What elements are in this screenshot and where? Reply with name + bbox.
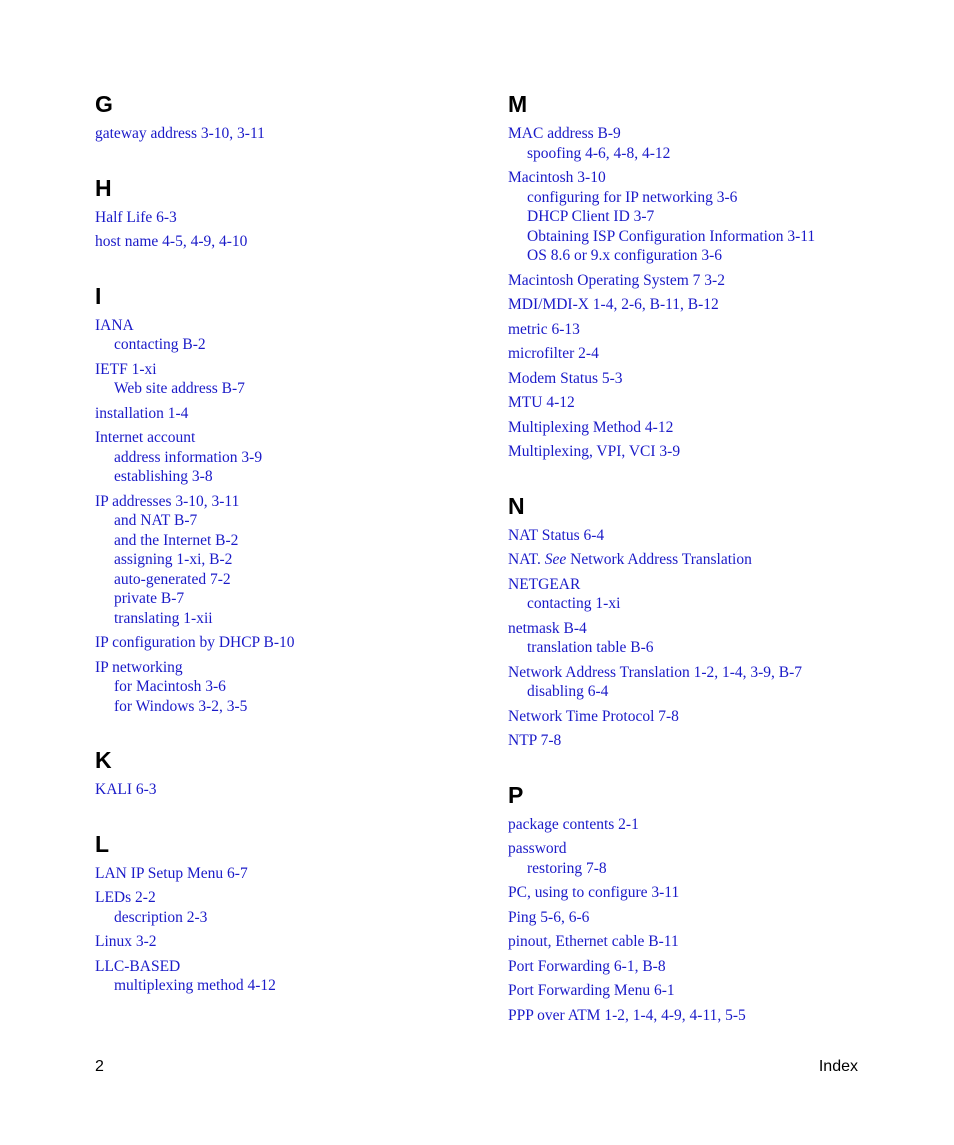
index-entry [95, 492, 485, 629]
index-entry [508, 815, 928, 835]
index-entry-link[interactable] [508, 575, 928, 595]
index-entry-link[interactable] [508, 550, 928, 570]
index-section [95, 746, 485, 800]
entry-term: LLC-BASED [95, 957, 181, 975]
index-entry-link[interactable] [508, 957, 928, 977]
index-section [95, 282, 485, 717]
index-entry-link[interactable] [95, 428, 485, 448]
index-entry-link[interactable] [508, 418, 928, 438]
index-entry [508, 344, 928, 364]
index-entry [508, 168, 928, 266]
index-subentry-link[interactable]: translation table B-6 [527, 639, 654, 656]
entry-term: NAT Status 6-4 [508, 526, 605, 544]
index-section [508, 781, 928, 1026]
entry-term: gateway address 3-10, 3-11 [95, 125, 265, 142]
index-subentry-link[interactable]: Web site address B-7 [114, 380, 245, 397]
index-entry-link[interactable] [508, 883, 928, 903]
index-entry [95, 888, 485, 927]
index-entry [95, 232, 485, 252]
index-subentry-link[interactable]: establishing 3-8 [114, 468, 213, 485]
index-subentry-link[interactable]: multiplexing method 4-12 [114, 977, 276, 994]
index-entry-link[interactable] [95, 232, 485, 252]
index-subentry-link[interactable]: DHCP Client ID 3-7 [527, 208, 655, 225]
entry-term: Port Forwarding 6-1, B-8 [508, 957, 666, 975]
index-entry-link[interactable] [508, 1006, 928, 1026]
entry-term: Network Time Protocol 7-8 [508, 707, 679, 725]
entry-term: Port Forwarding Menu 6-1 [508, 982, 675, 999]
entry-term: pinout, Ethernet cable B-11 [508, 933, 679, 950]
index-entry-link[interactable] [508, 271, 928, 291]
index-entry [508, 1006, 928, 1026]
index-entry [508, 957, 928, 977]
entry-term: Macintosh 3-10 [508, 169, 606, 186]
index-subentry-link[interactable]: Obtaining ISP Configuration Information 3-11 [527, 227, 816, 245]
index-subentry-link[interactable]: auto-generated 7-2 [114, 570, 231, 588]
entry-term: host name 4-5, 4-9, 4-10 [95, 233, 248, 250]
entry-term: Multiplexing Method 4-12 [508, 418, 674, 436]
entry-term: Modem Status 5-3 [508, 369, 623, 387]
index-entry [95, 360, 485, 399]
entry-term: IP networking [95, 658, 183, 676]
index-entry [95, 633, 485, 653]
index-entry-link[interactable] [95, 404, 485, 424]
index-entry-link[interactable] [508, 908, 928, 928]
entry-term: netmask B-4 [508, 619, 587, 637]
index-entry [508, 707, 928, 727]
index-section [508, 492, 928, 751]
entry-term: IP addresses 3-10, 3-11 [95, 492, 240, 510]
section-letter: P [508, 781, 524, 808]
index-entry [508, 731, 928, 751]
entry-term: NTP 7-8 [508, 732, 562, 749]
index-section [95, 90, 485, 144]
index-entry [95, 428, 485, 487]
section-letter: L [95, 830, 110, 857]
entry-term: Linux 3-2 [95, 933, 157, 950]
section-letter: K [95, 747, 112, 773]
entry-term: package contents 2-1 [508, 815, 639, 833]
index-entry [95, 658, 485, 717]
index-entry-link[interactable] [508, 619, 928, 639]
section-letter: H [95, 174, 112, 201]
entry-term: NAT. [508, 551, 545, 568]
index-entry-link[interactable] [508, 295, 928, 315]
index-entry-link[interactable] [95, 316, 485, 336]
index-entry [508, 883, 928, 903]
index-section [95, 830, 485, 996]
index-subentry-link[interactable]: and NAT B-7 [114, 512, 198, 529]
index-entry-link[interactable] [95, 932, 485, 952]
entry-term: MAC address B-9 [508, 125, 621, 142]
index-entry-link[interactable] [508, 344, 928, 364]
index-entry [508, 619, 928, 658]
index-entry [508, 442, 928, 462]
index-entry [95, 932, 485, 952]
index-entry-link[interactable] [95, 780, 485, 800]
index-section [95, 174, 485, 252]
entry-term: MTU 4-12 [508, 394, 575, 411]
entry-term: IP configuration by DHCP B-10 [95, 634, 295, 651]
index-entry [508, 393, 928, 413]
section-letter: N [508, 492, 525, 519]
index-column-left [95, 90, 485, 1026]
index-entry [508, 320, 928, 340]
index-entry-link[interactable] [508, 320, 928, 340]
index-entry [95, 404, 485, 424]
index-entry-link[interactable] [508, 168, 928, 188]
entry-term: microfilter 2-4 [508, 345, 599, 362]
entry-term: password [508, 840, 567, 857]
index-entry [508, 575, 928, 614]
entry-term: PC, using to configure 3-11 [508, 884, 680, 901]
index-entry-link[interactable] [508, 393, 928, 413]
entry-term: PPP over ATM 1-2, 1-4, 4-9, 4-11, 5-5 [508, 1006, 746, 1024]
index-entry-link[interactable] [508, 663, 928, 683]
index-entry [95, 780, 485, 800]
entry-term: LEDs 2-2 [95, 889, 156, 906]
index-subentry-link[interactable]: description 2-3 [114, 908, 208, 926]
index-entry [508, 295, 928, 315]
entry-term: KALI 6-3 [95, 781, 157, 798]
index-entry-link[interactable] [508, 442, 928, 462]
page-number: 2 [95, 1058, 104, 1075]
index-subentry-link[interactable]: contacting 1-xi [527, 595, 621, 612]
index-entry-link[interactable] [95, 957, 485, 977]
entry-term: metric 6-13 [508, 320, 580, 338]
index-entry-link[interactable] [508, 369, 928, 389]
entry-term: IETF 1-xi [95, 360, 157, 378]
index-entry [508, 526, 928, 546]
index-subentry-link[interactable]: configuring for IP networking 3-6 [527, 188, 738, 206]
section-letter: G [95, 91, 113, 117]
page-title: Index [818, 1058, 858, 1075]
entry-term: NETGEAR [508, 575, 581, 593]
index-entry-link[interactable] [508, 815, 928, 835]
index-entry [508, 124, 928, 163]
index-subentry-link[interactable]: disabling 6-4 [527, 683, 609, 700]
index-entry-link[interactable] [95, 124, 485, 144]
entry-term: installation 1-4 [95, 404, 189, 422]
see-target: Network Address Translation [566, 551, 752, 568]
entry-term: Network Address Translation 1-2, 1-4, 3-9, B-7 [508, 663, 803, 681]
index-entry [508, 418, 928, 438]
index-entry [508, 839, 928, 878]
index-entry-link[interactable] [508, 981, 928, 1001]
index-entry-link[interactable] [95, 888, 485, 908]
index-subentry-link[interactable]: spoofing 4-6, 4-8, 4-12 [527, 144, 671, 162]
index-entry [95, 124, 485, 144]
index-entry-link[interactable] [95, 633, 485, 653]
index-entry [508, 663, 928, 702]
index-entry-link[interactable] [95, 864, 485, 884]
index-entry-link[interactable] [508, 526, 928, 546]
entry-term: Macintosh Operating System 7 3-2 [508, 271, 725, 289]
entry-term: Multiplexing, VPI, VCI 3-9 [508, 443, 681, 460]
index-subentry-link[interactable]: OS 8.6 or 9.x configuration 3-6 [527, 247, 723, 264]
index-entry-link[interactable] [508, 707, 928, 727]
index-entry [508, 369, 928, 389]
index-entry [508, 932, 928, 952]
entry-term: MDI/MDI-X 1-4, 2-6, B-11, B-12 [508, 296, 719, 313]
index-entry-link[interactable] [95, 208, 485, 228]
index-entry [508, 271, 928, 291]
index-column-right [508, 90, 928, 1055]
index-entry-link[interactable] [508, 731, 928, 751]
index-entry-link[interactable] [508, 124, 928, 144]
index-subentry-link[interactable]: restoring 7-8 [527, 859, 607, 877]
entry-term: LAN IP Setup Menu 6-7 [95, 864, 248, 882]
index-entry-link[interactable] [95, 492, 485, 512]
index-subentry-link[interactable]: for Windows 3-2, 3-5 [114, 697, 248, 715]
see-reference: See [544, 551, 567, 568]
section-letter: M [508, 91, 528, 117]
entry-term: Half Life 6-3 [95, 208, 177, 226]
index-entry-link[interactable] [508, 839, 928, 859]
section-letter: I [95, 282, 102, 309]
index-entry [508, 981, 928, 1001]
index-section [508, 90, 928, 462]
index-entry [508, 550, 928, 570]
index-subentry-link[interactable]: private B-7 [114, 590, 185, 607]
index-entry-link[interactable] [95, 658, 485, 678]
index-subentry-link[interactable]: contacting B-2 [114, 336, 206, 353]
index-subentry-link[interactable]: assigning 1-xi, B-2 [114, 551, 233, 568]
index-entry-link[interactable] [95, 360, 485, 380]
index-subentry-link[interactable]: address information 3-9 [114, 448, 263, 466]
index-entry [95, 316, 485, 355]
index-subentry-link[interactable]: translating 1-xii [114, 609, 213, 627]
index-entry-link[interactable] [508, 932, 928, 952]
index-entry [95, 957, 485, 996]
index-entry [95, 864, 485, 884]
index-entry [95, 208, 485, 228]
index-subentry-link[interactable]: and the Internet B-2 [114, 531, 239, 549]
entry-term: Ping 5-6, 6-6 [508, 908, 590, 926]
index-entry [508, 908, 928, 928]
entry-term: IANA [95, 316, 134, 334]
entry-term: Internet account [95, 429, 196, 446]
index-subentry-link[interactable]: for Macintosh 3-6 [114, 678, 226, 695]
